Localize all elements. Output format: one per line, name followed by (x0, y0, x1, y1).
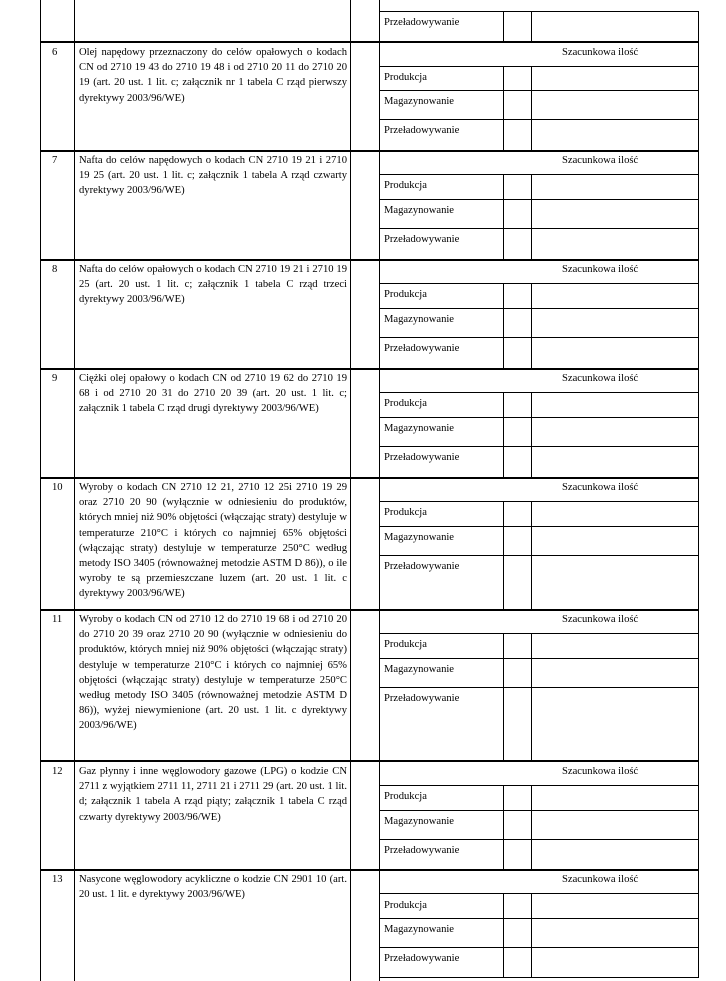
row-description: Olej napędowy przeznaczony do celów opałowych o kodach CN od 2710 19 43 do 2710 19 48 i od 2710 20 11 do 2710 20 19 (art. 20 ust. 1 lit. c; załącznik nr 1 tabela C rząd pierwszy dyrektywy 2003/96/WE) (79, 47, 347, 104)
subgrid-line (379, 810, 699, 811)
production-label: Produkcja (384, 180, 427, 191)
subgrid-line (379, 687, 699, 688)
subgrid-line (698, 760, 699, 870)
production-label: Produkcja (384, 639, 427, 650)
table-border-left (40, 0, 41, 981)
row-number: 7 (52, 155, 58, 166)
subgrid-line (379, 11, 699, 12)
row-description: Gaz płynny i inne węglowodory gazowe (LPG) o kodzie CN 2711 z wyjątkiem 2711 11, 2711 21 i 2711 29 (art. 20 ust. 1 lit. d; załącznik 1 tabela A rząd piąty; załącznik 1 tabela C rząd czwarty dyrektywy 2003/96/WE) (79, 766, 347, 823)
subgrid-line (698, 477, 699, 610)
row-number: 13 (52, 874, 63, 885)
subgrid-line (379, 977, 699, 978)
row-separator (40, 259, 699, 261)
estimate-label: Szacunkowa ilość (562, 373, 639, 384)
storage-label: Magazynowanie (384, 423, 455, 434)
transshipment-label: Przeładowywanie (384, 343, 460, 354)
subgrid-line (698, 11, 699, 42)
subgrid-line (379, 633, 699, 634)
production-label: Produkcja (384, 900, 427, 911)
transshipment-label: Przeładowywanie (384, 17, 460, 28)
production-label: Produkcja (384, 72, 427, 83)
storage-label: Magazynowanie (384, 96, 455, 107)
transshipment-label: Przeładowywanie (384, 234, 460, 245)
row-separator (40, 41, 699, 43)
transshipment-label: Przeładowywanie (384, 561, 460, 572)
subgrid-line (379, 947, 699, 948)
subgrid-line (379, 228, 699, 229)
subgrid-line (531, 501, 532, 610)
subgrid-line (379, 555, 699, 556)
production-label: Produkcja (384, 398, 427, 409)
subgrid-line (379, 893, 699, 894)
transshipment-label: Przeładowywanie (384, 452, 460, 463)
transshipment-label: Przeładowywanie (384, 845, 460, 856)
subgrid-line (379, 174, 699, 175)
storage-label: Magazynowanie (384, 664, 455, 675)
row-description: Ciężki olej opałowy o kodach CN od 2710 19 62 do 2710 19 68 i od 2710 20 31 do 2710 20 39 (art. 20 ust. 1 lit. c; załącznik 1 tabela C rząd drugi dyrektywy 2003/96/WE) (79, 373, 347, 415)
subgrid-line (379, 918, 699, 919)
production-label: Produkcja (384, 507, 427, 518)
column-divider-number (74, 0, 75, 981)
subgrid-line (503, 66, 504, 151)
subgrid-line (379, 337, 699, 338)
transshipment-label: Przeładowywanie (384, 693, 460, 704)
subgrid-line (503, 283, 504, 369)
estimate-label: Szacunkowa ilość (562, 155, 639, 166)
estimate-label: Szacunkowa ilość (562, 874, 639, 885)
subgrid-line (531, 633, 532, 761)
row-description: Nafta do celów napędowych o kodach CN 2710 19 21 i 2710 19 25 (art. 20 ust. 1 lit. c; załącznik 1 tabela A rząd czwarty dyrektywy 2003/96/WE) (79, 155, 347, 197)
subgrid-line (379, 90, 699, 91)
storage-label: Magazynowanie (384, 924, 455, 935)
storage-label: Magazynowanie (384, 205, 455, 216)
subgrid-line (698, 609, 699, 761)
subgrid-line (531, 283, 532, 369)
row-description: Nasycone węglowodory acykliczne o kodzie CN 2901 10 (art. 20 ust. 1 lit. e dyrektywy 2003/96/WE) (79, 874, 347, 901)
subgrid-line (379, 658, 699, 659)
subgrid-line (698, 368, 699, 478)
subgrid-line (379, 446, 699, 447)
column-divider-description (350, 0, 351, 981)
subgrid-line (531, 392, 532, 478)
row-separator (40, 869, 699, 871)
subgrid-line (531, 11, 532, 42)
storage-label: Magazynowanie (384, 314, 455, 325)
row-separator (40, 368, 699, 370)
subgrid-line (698, 869, 699, 978)
estimate-label: Szacunkowa ilość (562, 766, 639, 777)
row-number: 6 (52, 47, 58, 58)
subgrid-line (503, 174, 504, 260)
row-description: Wyroby o kodach CN od 2710 12 do 2710 19 68 i od 2710 20 do 2710 20 39 oraz 2710 20 90 (wyłącznie w odniesieniu do produktów, których mniej niż 90% objętości (włączając straty) destyluje w temperaturze 210°C i których co najmniej 65% objętości (włączając straty) destyluje w temperaturze 250°C według metody ISO 3405 (równoważnej metodzie ASTM D 86)), wyżej niewymienione (art. 20 ust. 1 lit. c dyrektywy 2003/96/WE) (79, 614, 347, 732)
row-separator (40, 150, 699, 152)
subgrid-line (379, 785, 699, 786)
storage-label: Magazynowanie (384, 816, 455, 827)
estimate-label: Szacunkowa ilość (562, 614, 639, 625)
estimate-label: Szacunkowa ilość (562, 47, 639, 58)
row-description: Wyroby o kodach CN 2710 12 21, 2710 12 25i 2710 19 29 oraz 2710 20 90 (wyłącznie w odniesieniu do produktów, których mniej niż 90% objętości (włączając straty) destyluje w temperaturze 210°C i których co najmniej 65% objętości (włączając straty) destyluje w temperaturze 250°C według metody ISO 3405 (równoważnej metodzie ASTM D 86)), o ile wyroby te są przemieszczane luzem (art. 20 ust. 1 lit. c dyrektywy 2003/96/WE) (79, 482, 347, 600)
subgrid-line (379, 501, 699, 502)
subgrid-line (379, 308, 699, 309)
estimate-label: Szacunkowa ilość (562, 482, 639, 493)
subgrid-line (698, 41, 699, 151)
subgrid-line (379, 66, 699, 67)
subgrid-line (503, 893, 504, 978)
subgrid-line (531, 893, 532, 978)
subgrid-line (531, 66, 532, 151)
storage-label: Magazynowanie (384, 532, 455, 543)
subgrid-line (379, 392, 699, 393)
subgrid-line (503, 785, 504, 870)
subgrid-line (531, 785, 532, 870)
row-number: 12 (52, 766, 63, 777)
row-number: 11 (52, 614, 63, 625)
subgrid-line (531, 174, 532, 260)
transshipment-label: Przeładowywanie (384, 953, 460, 964)
subgrid-line (379, 526, 699, 527)
row-number: 10 (52, 482, 63, 493)
row-separator (40, 477, 699, 479)
subgrid-line (698, 150, 699, 260)
subgrid-line (379, 119, 699, 120)
subgrid-line (379, 839, 699, 840)
row-number: 9 (52, 373, 58, 384)
subgrid-line (503, 392, 504, 478)
subgrid-line (379, 199, 699, 200)
subgrid-line (503, 633, 504, 761)
subgrid-line (379, 417, 699, 418)
subgrid-line (379, 283, 699, 284)
column-divider-activity (379, 0, 380, 981)
subgrid-line (503, 501, 504, 610)
subgrid-line (698, 259, 699, 369)
estimate-label: Szacunkowa ilość (562, 264, 639, 275)
row-number: 8 (52, 264, 58, 275)
production-label: Produkcja (384, 289, 427, 300)
row-description: Nafta do celów opałowych o kodach CN 2710 19 21 i 2710 19 25 (art. 20 ust. 1 lit. c; załącznik 1 tabela C rząd trzeci dyrektywy 2003/96/WE) (79, 264, 347, 306)
row-separator (40, 609, 699, 611)
subgrid-line (503, 11, 504, 42)
production-label: Produkcja (384, 791, 427, 802)
transshipment-label: Przeładowywanie (384, 125, 460, 136)
row-separator (40, 760, 699, 762)
